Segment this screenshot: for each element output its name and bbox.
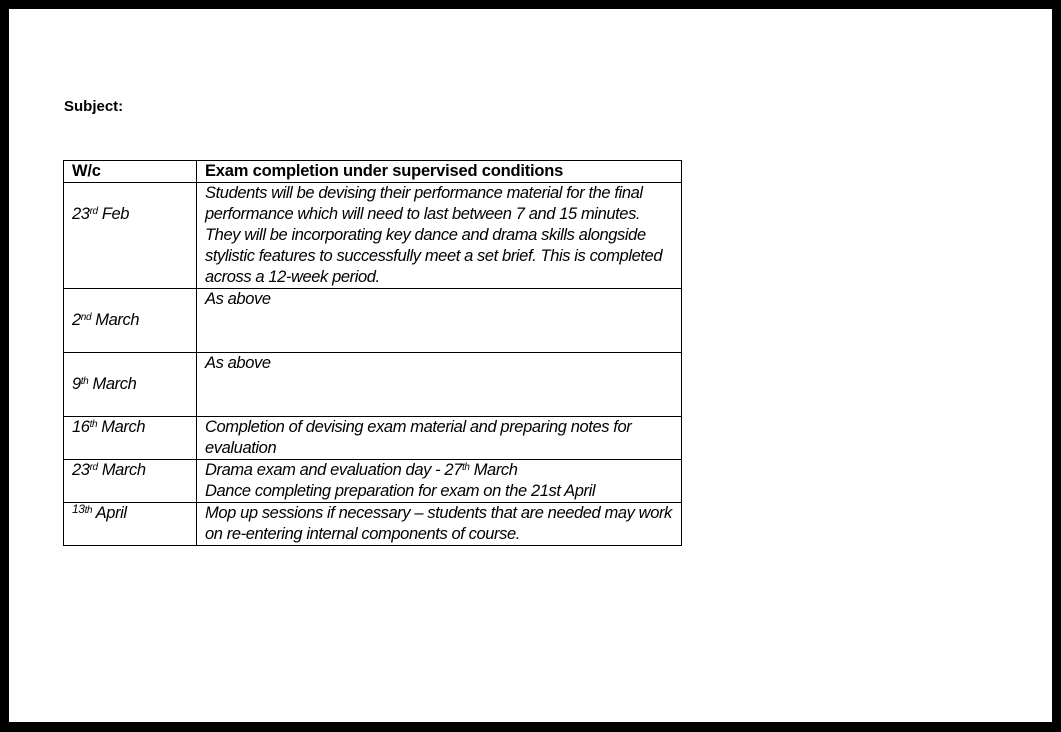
table-row — [64, 183, 682, 289]
date-month: March — [97, 461, 146, 479]
date-day: 23 — [72, 205, 90, 223]
header-week-commencing: W/c — [64, 161, 197, 183]
table-row — [64, 503, 682, 546]
table-row — [64, 460, 682, 503]
row-description: As above — [197, 289, 682, 353]
date-month: March — [97, 418, 146, 436]
description-line-1-post: March — [469, 461, 518, 479]
table-row — [64, 353, 682, 417]
date-day: 2 — [72, 311, 81, 329]
description-line-2: Dance completing preparation for exam on the 21st April — [205, 482, 596, 500]
date-month: Feb — [97, 205, 130, 223]
row-description: Students will be devising their performance material for the final performance which will need to last between 7 and 15 minutes. They will be incorporating key dance and drama skills alongside stylistic features to successfully meet a set brief. This is completed across a 12-week period. — [197, 183, 682, 289]
date-suffix: th — [80, 375, 89, 387]
document-page — [9, 9, 1052, 722]
exam-schedule-table — [63, 160, 682, 546]
date-month: March — [91, 311, 140, 329]
date-suffix: th — [84, 504, 93, 516]
date-suffix: rd — [89, 205, 98, 217]
row-date — [64, 460, 197, 503]
row-date — [64, 289, 197, 353]
table-row — [64, 417, 682, 460]
row-date — [64, 353, 197, 417]
row-description — [197, 460, 682, 503]
date-day: 23 — [72, 461, 90, 479]
row-date — [64, 503, 197, 546]
subject-label: Subject: — [64, 98, 124, 115]
description-text: As above — [205, 354, 271, 372]
date-day: 16 — [72, 418, 90, 436]
date-suffix: nd — [80, 311, 92, 323]
row-description: Mop up sessions if necessary – students that are needed may work on re-entering internal components of course. — [197, 503, 682, 546]
date-day: 9 — [72, 375, 81, 393]
date-month: March — [88, 375, 137, 393]
row-description — [197, 353, 682, 417]
date-day: 13 — [72, 501, 85, 516]
row-date — [64, 417, 197, 460]
description-line-1-sup: th — [461, 461, 470, 473]
date-suffix: rd — [89, 461, 98, 473]
date-suffix: th — [89, 418, 98, 430]
date-month: April — [92, 504, 127, 522]
row-date — [64, 183, 197, 289]
table-header-row — [64, 161, 682, 183]
description-line-1-pre: Drama exam and evaluation day - 27 — [205, 461, 462, 479]
table-row — [64, 289, 682, 353]
header-exam-completion: Exam completion under supervised conditions — [197, 161, 682, 183]
row-description: Completion of devising exam material and preparing notes for evaluation — [197, 417, 682, 460]
